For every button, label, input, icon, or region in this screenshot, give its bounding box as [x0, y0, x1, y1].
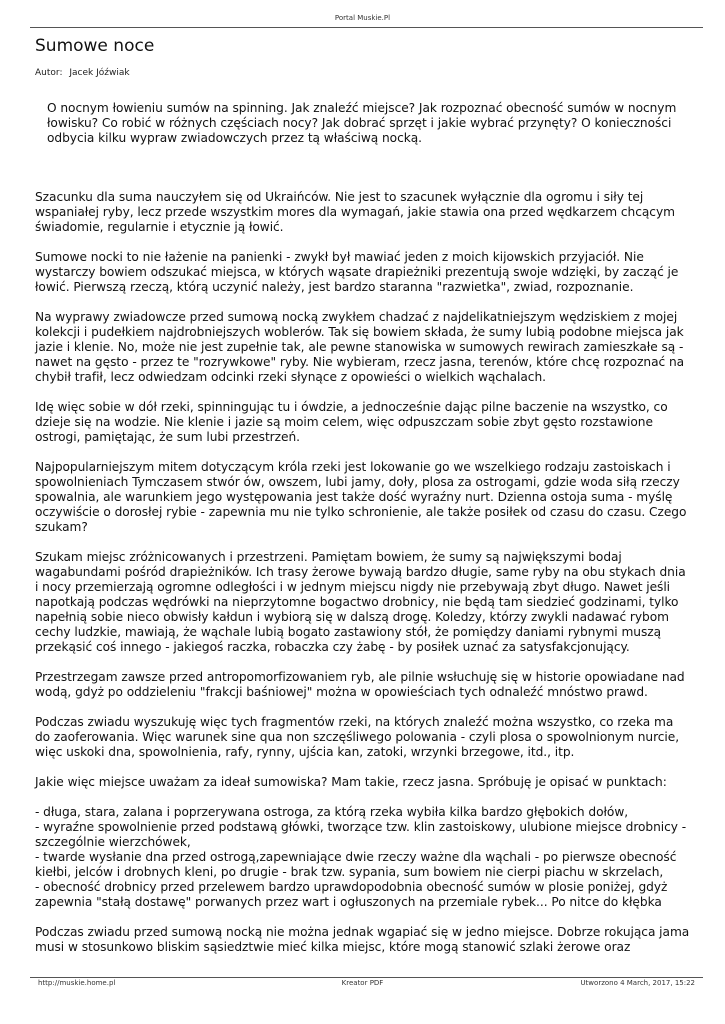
paragraph: Najpopularniejszym mitem dotyczącym króla rzeki jest lokowanie go we wszelkiego rodzaju zastoiskach i spowolnieniach Tymczasem stwór ów, owszem, lubi jamy, doły, plosa za ostrogami, gdzie woda siłą rzeczy spowalnia, ale warunkiem jego występowania jest także dość wyraźny nurt. Dzienna ostoja suma - myślę oczywiście o dorosłej rybie - zapewnia mu nie tylko schronienie, ale także posiłek od czasu do czasu. Czego szukam?	[35, 460, 687, 534]
list-item: - obecność drobnicy przed przelewem bardzo uprawdopodobnia obecność sumów w plosie poniżej, gdyż zapewnia "stałą dostawę" porwanych przez wart i ogłuszonych na przemiale rybek... Po nitce do kłębka	[35, 880, 668, 909]
footer-divider	[30, 977, 703, 978]
paragraph: Szukam miejsc zróżnicowanych i przestrzeni. Pamiętam bowiem, że sumy są największymi bodaj wagabundami pośród drapieżników. Ich trasy żerowe bywają bardzo długie, same ryby na obu stykach dnia i nocy przemierzają ogromne odległości i w jednym miejscu nigdy nie przebywają zbyt długo. Nawet jeśli napotkają podczas wędrówki na nieprzytomne bogactwo drobnicy, nie będą tam siedzieć godzinami, tylko napełnią sobie nieco obwisły kałdun i wybiorą się w dalszą drogę. Koledzy, którzy zwykli nadawać rybom cechy ludzkie, mawiają, że wąchale lubią bogato zastawiony stół, że pomiędzy daniami rybnymi muszą przekąsić coś innego - jakiegoś raczka, robaczka czy żabę - by posiłek uznać za satysfakcjonujący.	[35, 550, 686, 654]
header-divider	[30, 27, 703, 28]
footer-url-link[interactable]: http://muskie.home.pl	[38, 979, 116, 987]
paragraph: Idę więc sobie w dół rzeki, spinningując tu i ówdzie, a jednocześnie dając pilne baczenie na wszystko, co dzieje się na wodzie. Nie klenie i jazie są moim celem, więc odpuszczam sobie zbyt gęsto rozstawione ostrogi, pamiętając, że sum lubi przestrzeń.	[35, 400, 668, 444]
list-item: - długa, stara, zalana i poprzerywana ostroga, za którą rzeka wybiła kilka bardzo głębokich dołów,	[35, 805, 629, 819]
paragraph: Na wyprawy zwiadowcze przed sumową nocką zwykłem chadzać z najdelikatniejszym wędziskiem z mojej kolekcji i pudełkiem najdrobniejszych woblerów. Tak się bowiem składa, że sumy lubią podobne miejsca jak jazie i klenie. No, może nie jest zupełnie tak, ale pewne stanowiska w sumowych rewirach zamieszkałe są - nawet na gęsto - przez te "rozrywkowe" ryby. Nie wybieram, rzecz jasna, terenów, które chcę rozpoznać na chybił trafił, lecz odwiedzam odcinki rzeki słynące z opowieści o wielkich wąchalach.	[35, 310, 685, 384]
article-lead: O nocnym łowieniu sumów na spinning. Jak znaleźć miejsce? Jak rozpoznać obecność sumów w nocnym łowisku? Co robić w różnych częściach nocy? Jak dobrać sprzęt i jakie wybrać przynęty? O konieczności odbycia kilku wypraw zwiadowczych przez tą właściwą nocką.	[47, 101, 677, 145]
footer-created-date: Utworzono 4 March, 2017, 15:22	[580, 979, 695, 987]
list-item: - wyraźne spowolnienie przed podstawą główki, tworzące tzw. klin zastoiskowy, ulubione miejsce drobnicy - szczególnie wierzchówek,	[35, 820, 687, 849]
article-body	[35, 101, 691, 970]
bullet-list	[35, 805, 691, 910]
paragraph: Przestrzegam zawsze przed antropomorfizowaniem ryb, ale pilnie wsłuchuję się w historie opowiadane nad wodą, gdyż po oddzieleniu "frakcji baśniowej" można w opowieściach tych odnaleźć mnóstwo prawd.	[35, 670, 685, 699]
footer-generator: Kreator PDF	[341, 979, 384, 987]
paragraph: Podczas zwiadu przed sumową nocką nie można jednak wgapiać się w jedno miejsce. Dobrze rokująca jama musi w stosunkowo bliskim sąsiedztwie mieć kilka miejsc, które mogą stanowić szlaki żerowe oraz	[35, 925, 690, 954]
author-name: Jacek Jóźwiak	[69, 68, 130, 78]
paragraph: Sumowe nocki to nie łażenie na panienki - zwykł był mawiać jeden z moich kijowskich przyjaciół. Nie wystarczy bowiem odszukać miejsca, w których wąsate drapieżniki prezentują swoje wdzięki, by zacząć je łowić. Pierwszą rzeczą, którą uczynić należy, jest bardzo staranna "razwietka", zwiad, rozpoznanie.	[35, 250, 679, 294]
author-line	[35, 68, 134, 78]
list-item: - twarde wysłanie dna przed ostrogą,zapewniające dwie rzeczy ważne dla wąchali - po pierwsze obecność kiełbi, jelców i drobnych kleni, po drugie - brak tzw. sypania, sum bowiem nie cierpi piachu w skrzelach,	[35, 850, 677, 879]
page-header-site: Portal Muskie.Pl	[334, 14, 391, 22]
paragraph: Jakie więc miejsce uważam za ideał sumowiska? Mam takie, rzecz jasna. Spróbuję je opisać w punktach:	[35, 775, 667, 789]
paragraph: Szacunku dla suma nauczyłem się od Ukraińców. Nie jest to szacunek wyłącznie dla ogromu i siły tej wspaniałej ryby, lecz przede wszystkim mores dla wymagań, jakie stawia ona przed wędkarzem chcącym świadomie, regularnie i etycznie ją łowić.	[35, 190, 675, 234]
author-label: Autor:	[35, 68, 63, 78]
paragraph: Podczas zwiadu wyszukuję więc tych fragmentów rzeki, na których znaleźć można wszystko, co rzeka ma do zaoferowania. Więc warunek sine qua non szczęśliwego polowania - czyli plosa o spowolnionym nurcie, więc uskoki dna, spowolnienia, rafy, rynny, ujścia kan, zatoki, wrzynki brzegowe, itd., itp.	[35, 715, 680, 759]
article-title: Sumowe noce	[35, 36, 155, 56]
